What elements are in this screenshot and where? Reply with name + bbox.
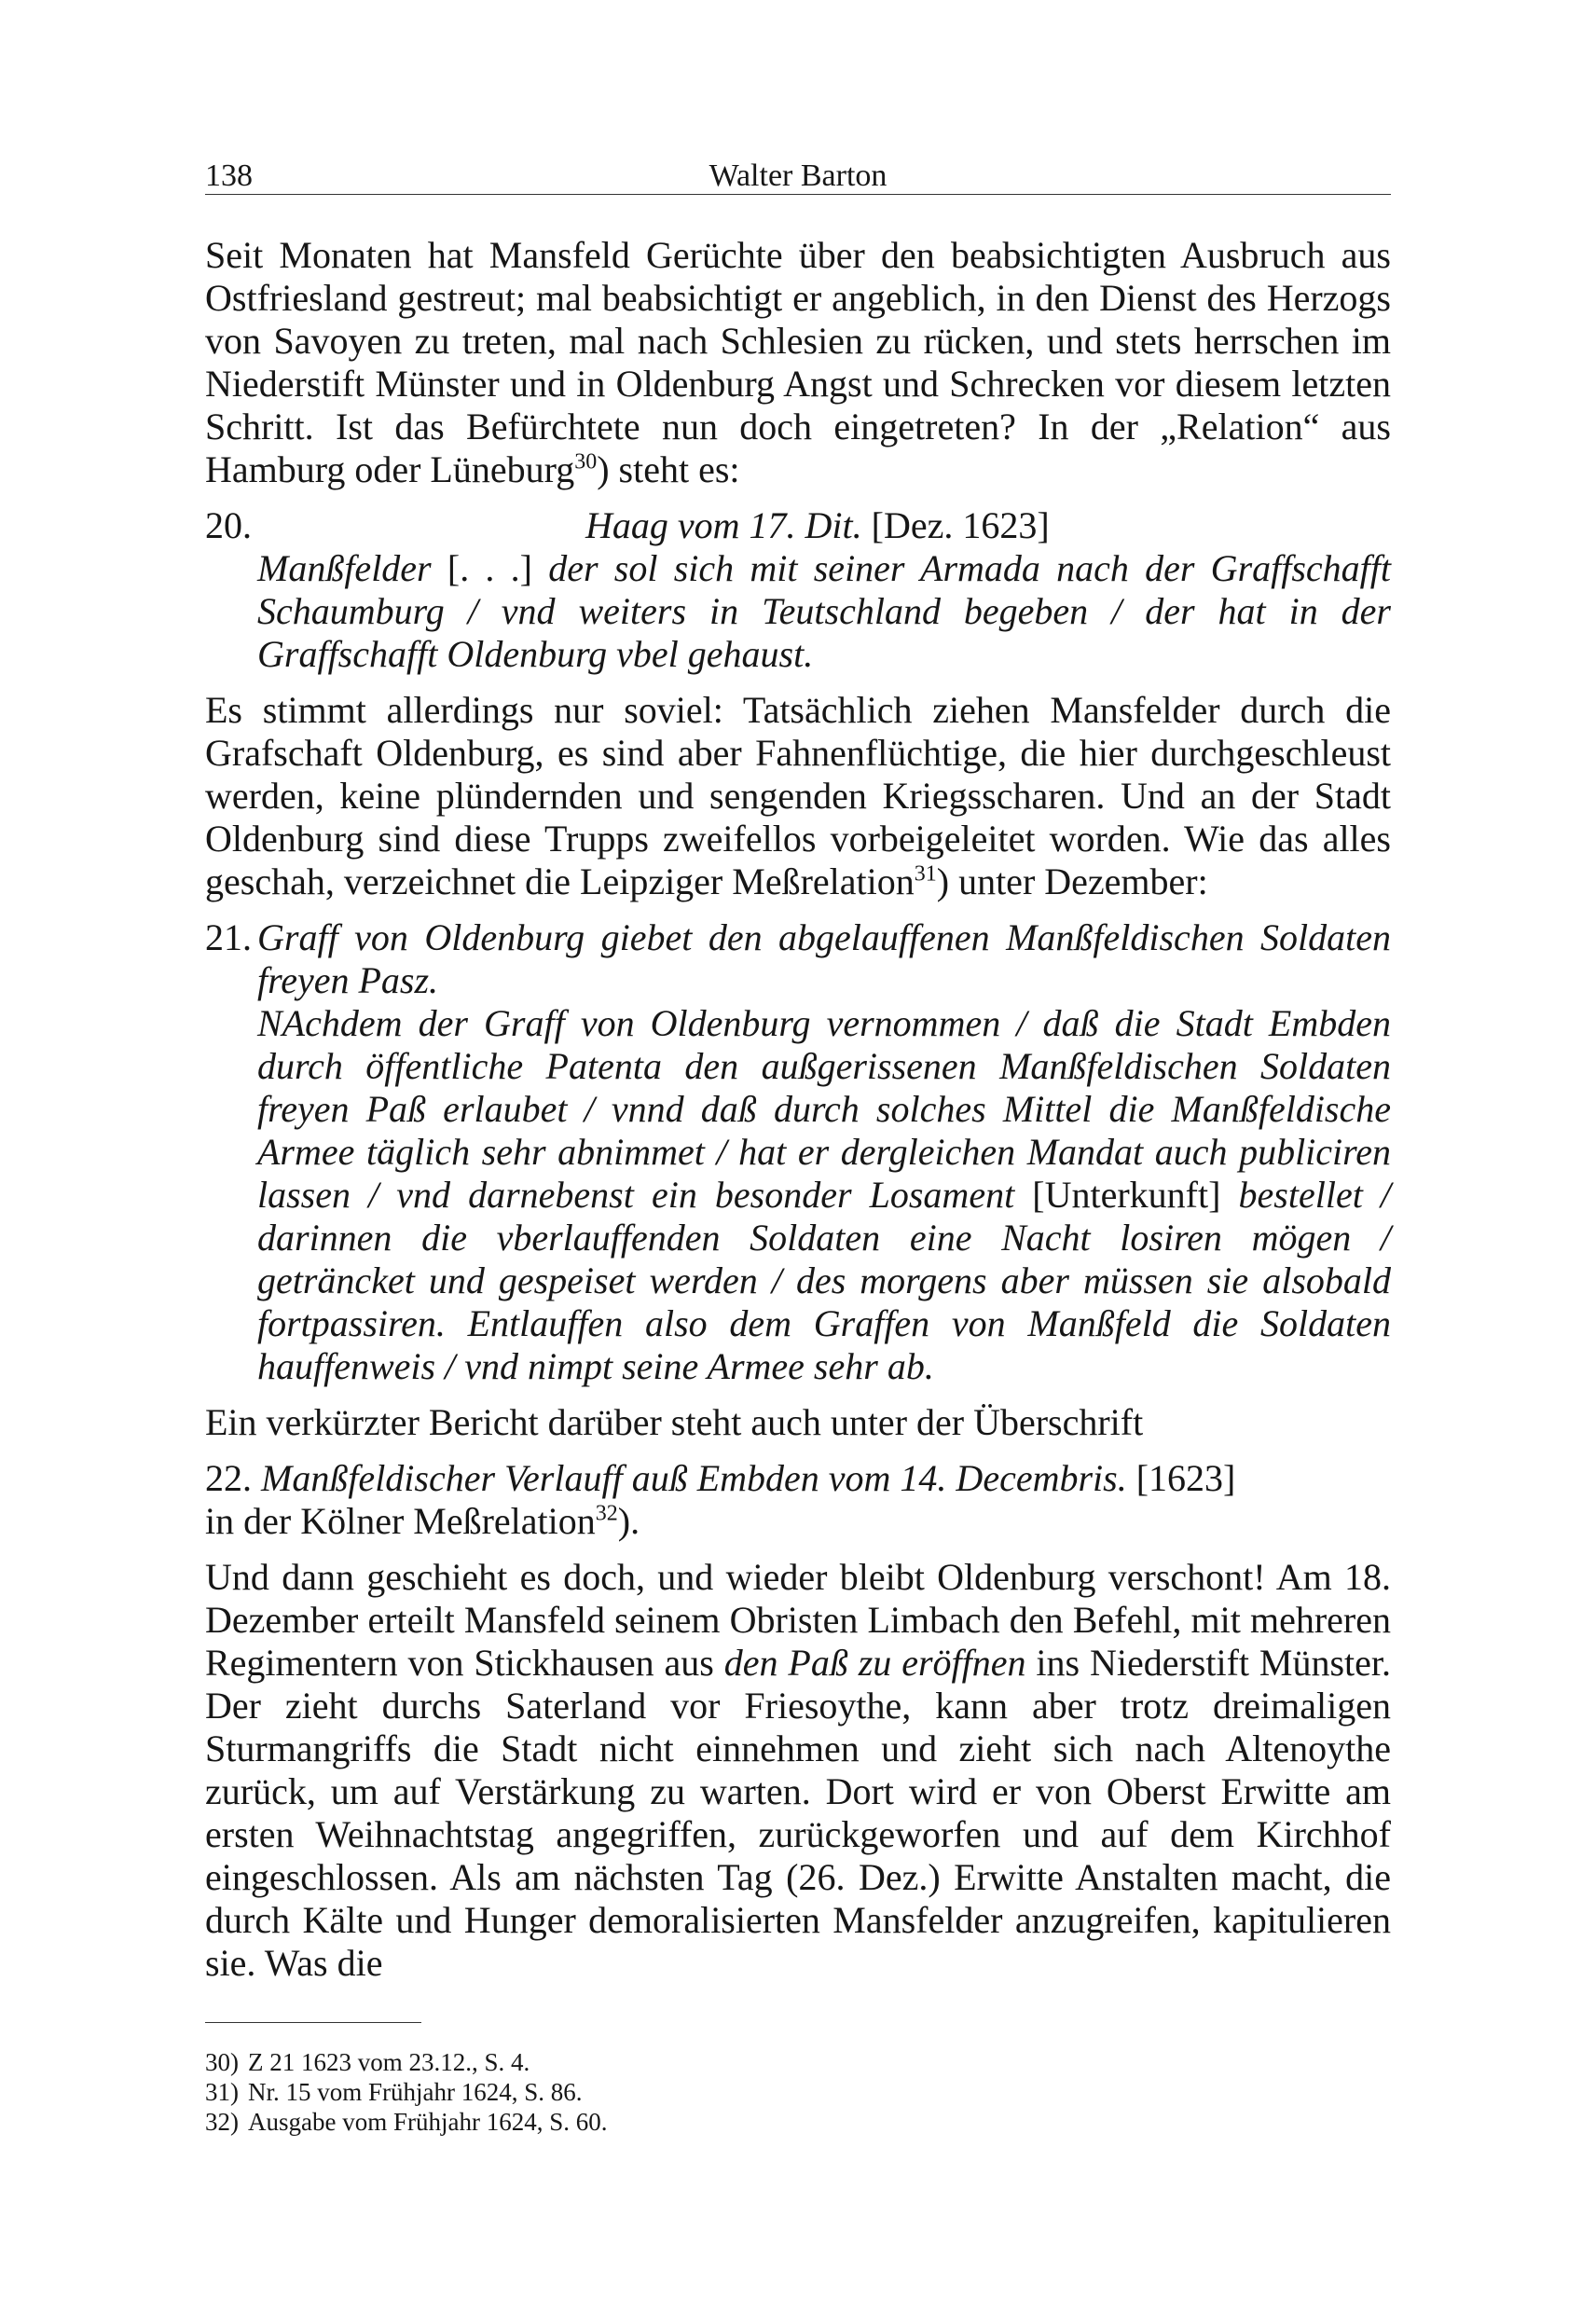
entry-number: 21. [205, 916, 252, 958]
page-number: 138 [205, 158, 253, 193]
footnotes [205, 2047, 1391, 2137]
book-page [205, 149, 1391, 2137]
footnote-ref-30[interactable]: 30 [574, 449, 598, 475]
entry-title: Manßfeldischer Verlauff auß Embden vom 14. Decembris. [261, 1457, 1127, 1499]
paragraph-2: Es stimmt allerdings nur soviel: Tatsächlich ziehen Mansfelder durch die Grafschaft Oldenburg, es sind aber Fahnenflüchtige, die hier durchgeschleust werden, keine plündernden und sengenden Kriegsscharen. Und an der Stadt Oldenburg sind diese Trupps zweifellos vorbeigeleitet worden. Wie das alles geschah, verzeichnet die Leipziger Meßrelation$^{31}$) unter Dezember: [205, 689, 1391, 902]
intro-paragraph: Seit Monaten hat Mansfeld Gerüchte über den beabsichtigten Ausbruch aus Ostfriesland gestreut; mal beabsichtigt er angeblich, in den Dienst des Herzogs von Savoyen zu treten, mal nach Schlesien zu rücken, und stets herrschen im Niederstift Münster und in Oldenburg Angst und Schrecken vor diesem letzten Schritt. Ist das Befürchtete nun doch eingetreten? In der „Relation“ aus Hamburg oder Lüneburg$^{30}$) steht es: [205, 234, 1391, 490]
entry-number: 20. [205, 504, 252, 546]
paragraph-3: Ein verkürzter Bericht darüber steht auch unter der Überschrift [205, 1401, 1144, 1443]
page-header [205, 149, 1391, 195]
footnote-divider [205, 2022, 421, 2023]
entry-date: [1623] [1135, 1457, 1236, 1499]
footnote-32: 32) Ausgabe vom Frühjahr 1624, S. 60. [205, 2108, 608, 2136]
entry-text: NAchdem der Graff von Oldenburg vernommen / daß die Stadt Embden durch öffentliche Patenta den außgerissenen Manßfeldischen Soldaten freyen Paß erlaubet / vnnd daß durch solches Mittel die Manßfeldische Armee täglich sehr abnimmet / hat er dergleichen Mandat auch publiciren lassen / vnd darnebenst ein besonder Losament [Unterkunft] bestellet / darinnen die vberlauffenden Soldaten eine Nacht losiren mögen / geträncket und gespeiset werden / des morgens aber müssen sie alsobald fortpassiren. Entlauffen also dem Graffen von Manßfeld die Soldaten hauffenweis / vnd nimpt seine Armee sehr ab. [257, 1002, 1392, 1387]
entry-number: 22. [205, 1457, 252, 1499]
entry-source: in der Kölner Meßrelation$^{32}$). [205, 1500, 640, 1542]
entry-text: Manßfelder [. . .] der sol sich mit seiner Armada nach der Graffschafft Schaumburg / vnd weiters in Teutschland begeben / der hat in der Graffschafft Oldenburg vbel gehaust. [257, 547, 1392, 675]
entry-20 [205, 504, 1391, 676]
running-title: Walter Barton [709, 158, 887, 193]
footnote-31: 31) Nr. 15 vom Frühjahr 1624, S. 86. [205, 2078, 583, 2106]
entry-21 [205, 916, 1391, 1388]
footnote-ref-32[interactable]: 32 [595, 1501, 618, 1526]
paragraph-4: Und dann geschieht es doch, und wieder bleibt Oldenburg verschont! Am 18. Dezember erteilt Mansfeld seinem Obristen Limbach den Befehl, mit mehreren Regimentern von Stickhausen aus den Paß zu eröffnen ins Niederstift Münster. Der zieht durchs Saterland vor Friesoythe, kann aber trotz dreimaligen Sturmangriffs die Stadt nicht einnehmen und zieht sich nach Altenoythe zurück, um auf Verstärkung zu warten. Dort wird er von Oberst Erwitte am ersten Weihnachtstag angegriffen, zurückgeworfen und auf dem Kirchhof eingeschlossen. Als am nächsten Tag (26. Dez.) Erwitte Anstalten macht, die durch Kälte und Hunger demoralisierten Mansfelder anzugreifen, kapitulieren sie. Was die [205, 1556, 1392, 1984]
entry-date: [Dez. 1623] [871, 504, 1050, 546]
page-body [205, 234, 1391, 1985]
footnote-ref-31[interactable]: 31 [914, 861, 937, 887]
footnote-30: 30) Z 21 1623 vom 23.12., S. 4. [205, 2048, 530, 2076]
entry-title: Graff von Oldenburg giebet den abgelauffenen Manßfeldischen Soldaten freyen Pasz. [257, 916, 1391, 1001]
entry-22 [205, 1457, 1391, 1543]
entry-title: Haag vom 17. Dit. [585, 504, 862, 546]
